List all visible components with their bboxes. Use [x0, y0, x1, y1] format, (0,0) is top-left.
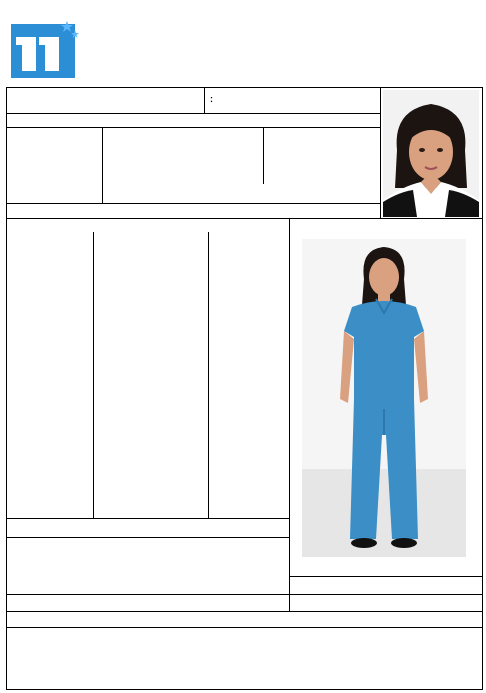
mobile-label: :: [210, 94, 213, 104]
company-logo: [11, 20, 79, 78]
applicant-full-body-photo: [302, 239, 466, 557]
applicant-portrait: [383, 90, 479, 217]
